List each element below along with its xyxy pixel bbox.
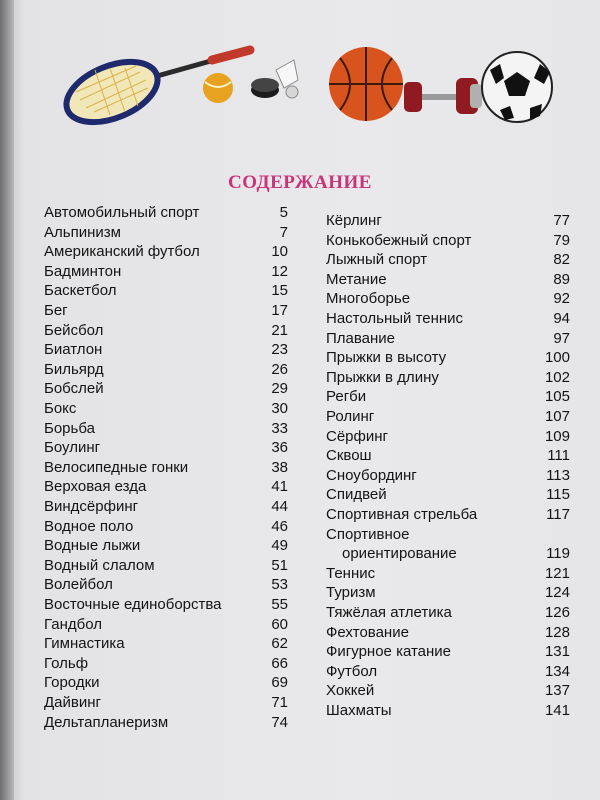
entry-title: Восточные единоборства [44, 596, 222, 613]
entry-page-number: 46 [271, 517, 288, 535]
entry-title: Боулинг [44, 439, 101, 457]
entry-page-number: 15 [271, 282, 288, 300]
entry-title: Туризм [326, 584, 376, 602]
soccer-ball-icon [482, 52, 552, 122]
basketball-icon [329, 47, 403, 121]
entry-title: Волейбол [44, 576, 113, 594]
entry-page-number: 79 [553, 231, 570, 249]
entry-title: Конькобежный спорт [326, 231, 472, 249]
entry-title: Альпинизм [44, 223, 121, 241]
entry-page-number: 36 [271, 439, 288, 457]
entry-page-number: 128 [544, 623, 570, 641]
entry-page-number: 124 [544, 584, 570, 602]
entry-title: Американский футбол [44, 243, 200, 261]
entry-page-number: 126 [544, 604, 570, 621]
entry-title: Регби [326, 388, 367, 406]
entry-page-number: 94 [553, 310, 570, 327]
entry-title: Велосипедные гонки [44, 458, 189, 476]
entry-title: Бобслей [44, 380, 104, 398]
entry-page-number: 107 [544, 408, 570, 425]
entry-page-number: 23 [271, 341, 288, 359]
entry-page-number: 115 [546, 486, 570, 504]
entry-title: Водное поло [44, 517, 134, 535]
entry-page-number: 17 [271, 302, 288, 319]
entry-page-number: 7 [279, 223, 288, 241]
entry-page-number: 141 [544, 702, 570, 719]
entry-title: Борьба [44, 419, 95, 437]
entry-title: Бадминтон [44, 262, 122, 280]
entry-page-number: 5 [279, 204, 288, 221]
entry-title: Баскетбол [44, 282, 117, 300]
entry-page-number: 77 [553, 212, 570, 229]
entry-page-number: 66 [271, 654, 288, 672]
entry-page-number: 100 [544, 349, 570, 367]
entry-title: Сквош [326, 447, 372, 465]
entry-title: Настольный теннис [326, 310, 464, 327]
entry-title: Верховая езда [44, 478, 147, 496]
entry-title: Многоборье [326, 290, 411, 308]
entry-title: Гандбол [44, 615, 103, 633]
contents-title: СОДЕРЖАНИЕ [228, 172, 372, 193]
entry-page-number: 89 [553, 270, 570, 288]
tennis-ball-icon [203, 73, 233, 103]
entry-page-number: 113 [546, 466, 570, 484]
entry-title: Спортивное [326, 525, 410, 543]
entry-page-number: 71 [271, 694, 288, 711]
entry-page-number: 44 [271, 498, 288, 515]
entry-title: Автомобильный спорт [44, 204, 200, 221]
entry-title: Водные лыжи [44, 537, 141, 555]
shuttlecock-icon [276, 60, 298, 98]
entry-title: Виндсёрфинг [44, 498, 139, 515]
entry-title: Фигурное катание [326, 643, 452, 661]
entry-page-number: 117 [546, 506, 570, 523]
entry-page-number: 97 [553, 329, 570, 347]
entry-page-number: 51 [271, 556, 288, 574]
entry-page-number: 74 [271, 713, 288, 731]
entry-title: Сноубординг [326, 466, 417, 484]
entry-title: Спидвей [326, 486, 387, 504]
sports-illustration [0, 0, 600, 160]
entry-page-number: 131 [544, 643, 570, 661]
entry-title: Биатлон [44, 341, 103, 359]
dumbbell-icon [404, 78, 482, 114]
entry-page-number: 41 [271, 478, 288, 496]
entry-title: Бейсбол [44, 321, 104, 339]
entry-title: Дельтапланеризм [44, 713, 169, 731]
entry-page-number: 109 [544, 427, 570, 445]
entry-page-number: 49 [271, 537, 288, 555]
entry-page-number: 55 [271, 596, 288, 613]
entry-title-continuation: ориентирование [342, 545, 457, 563]
entry-title: Водный слалом [44, 556, 155, 574]
entry-page-number: 92 [553, 290, 570, 308]
entry-page-number: 62 [271, 635, 288, 653]
entry-title: Лыжный спорт [326, 251, 428, 269]
entry-page-number: 12 [271, 262, 288, 280]
entry-title: Кёрлинг [326, 212, 382, 229]
entry-title: Ролинг [326, 408, 375, 425]
entry-title: Хоккей [326, 682, 375, 700]
entry-title: Метание [326, 270, 387, 288]
entry-title: Теннис [326, 564, 376, 582]
entry-page-number: 82 [553, 251, 570, 269]
entry-title: Плавание [326, 329, 396, 347]
entry-title: Прыжки в длину [326, 368, 439, 386]
entry-title: Фехтование [326, 623, 409, 641]
entry-page-number: 29 [271, 380, 288, 398]
entry-title: Прыжки в высоту [326, 349, 447, 367]
entry-page-number: 119 [546, 545, 570, 563]
entry-title: Дайвинг [44, 694, 101, 711]
entry-title: Бильярд [44, 360, 104, 378]
entry-page-number: 10 [271, 243, 288, 261]
entry-page-number: 137 [544, 682, 570, 700]
entry-page-number: 121 [544, 564, 570, 582]
entry-title: Городки [44, 674, 100, 692]
entry-page-number: 111 [547, 447, 570, 465]
entry-title: Шахматы [326, 702, 392, 719]
entry-title: Гимнастика [44, 635, 125, 653]
entry-title: Футбол [326, 662, 378, 680]
entry-page-number: 105 [544, 388, 570, 406]
entry-title: Гольф [44, 654, 89, 672]
entry-page-number: 38 [271, 458, 288, 476]
entry-page-number: 69 [271, 674, 288, 692]
entry-page-number: 53 [271, 576, 288, 594]
entry-title: Тяжёлая атлетика [326, 604, 452, 621]
entry-title: Сёрфинг [326, 427, 388, 445]
entry-title: Бокс [44, 400, 77, 417]
hockey-puck-icon [251, 78, 279, 98]
entry-page-number: 102 [544, 368, 570, 386]
entry-page-number: 26 [271, 360, 288, 378]
entry-page-number: 33 [271, 419, 288, 437]
entry-page-number: 30 [271, 400, 288, 417]
entry-title: Бег [44, 302, 68, 319]
entry-page-number: 21 [271, 321, 288, 339]
entry-title: Спортивная стрельба [326, 506, 478, 523]
entry-page-number: 60 [271, 615, 288, 633]
entry-page-number: 134 [544, 662, 570, 680]
